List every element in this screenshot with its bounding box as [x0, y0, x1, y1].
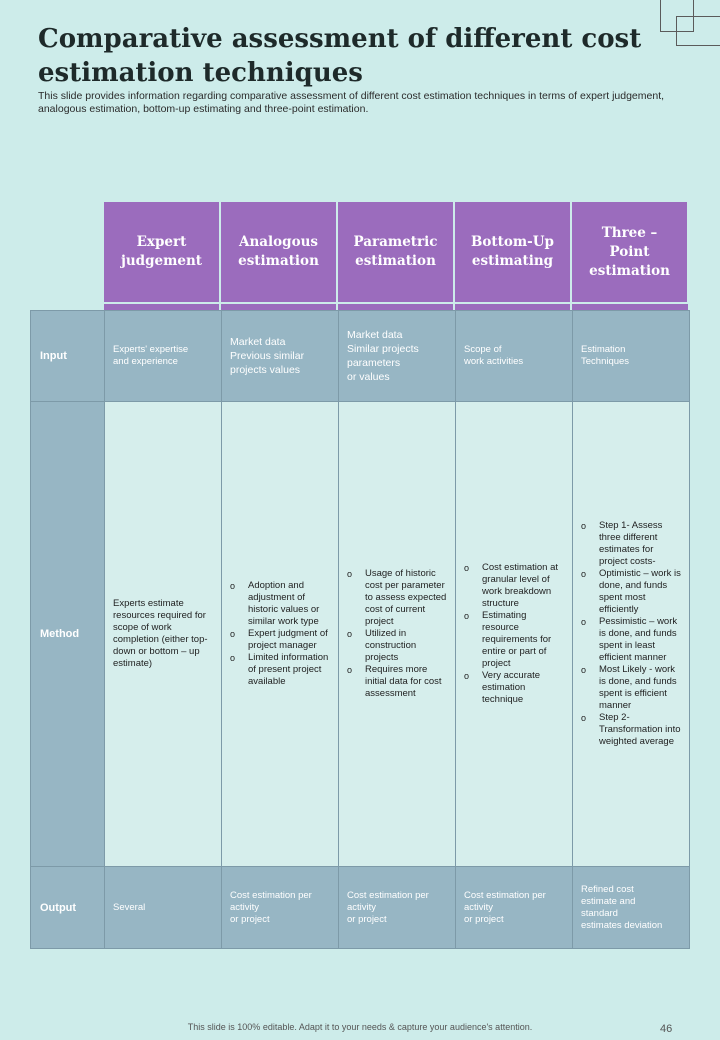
output-cell-bottom-up: Cost estimation per activity or project: [455, 866, 573, 949]
method-bullet: o Adoption and adjustment of historic values or similar work type: [230, 580, 330, 628]
column-header-three-point-estimation: Three – Point estimation: [572, 202, 687, 302]
input-cell-analogous: Market data Previous similar projects values: [221, 310, 339, 402]
output-cell-analogous: Cost estimation per activity or project: [221, 866, 339, 949]
column-header-parametric-estimation: Parametric estimation: [338, 202, 453, 302]
method-cell-parametric: [338, 401, 456, 867]
corner-decoration-frame-offset: [676, 16, 720, 46]
method-cell-three-point: [572, 401, 690, 867]
output-cell-parametric: Cost estimation per activity or project: [338, 866, 456, 949]
column-header-expert-judgement: Expert judgement: [104, 202, 219, 302]
footer-note: This slide is 100% editable. Adapt it to your needs & capture your audience's attention.: [187, 1022, 533, 1032]
method-bullet: o Requires more initial data for cost assessment: [347, 664, 447, 700]
column-header-bottom-up-estimating: Bottom-Up estimating: [455, 202, 570, 302]
column-header-analogous-estimation: Analogous estimation: [221, 202, 336, 302]
method-bullet: o Utilized in construction projects: [347, 628, 447, 664]
method-bullet: o Pessimistic – work is done, and funds spent in least efficient manner: [581, 616, 681, 664]
row-label-input: Input: [30, 310, 105, 402]
method-cell-analogous: [221, 401, 339, 867]
output-cell-expert: Several: [104, 866, 222, 949]
row-label-method: Method: [30, 401, 105, 867]
column-header-row: [104, 202, 690, 304]
input-cell-parametric: Market data Similar projects parameters or values: [338, 310, 456, 402]
row-label-output: Output: [30, 866, 105, 949]
method-bullet: o Cost estimation at granular level of work breakdown structure: [464, 562, 564, 610]
method-bullet: o Step 2- Transformation into weighted average: [581, 712, 681, 748]
method-cell-bottom-up: [455, 401, 573, 867]
method-bullet: o Estimating resource requirements for entire or part of project: [464, 610, 564, 670]
page-subtitle: This slide provides information regarding comparative assessment of different cost estimation techniques in terms of expert judgement, analogous estimation, bottom-up estimating and three-point estimation.: [38, 90, 665, 115]
input-cell-three-point: Estimation Techniques: [572, 310, 690, 402]
output-cell-three-point: Refined cost estimate and standard estimates deviation: [572, 866, 690, 949]
method-bullet: o Expert judgment of project manager: [230, 628, 330, 652]
method-bullet: o Limited information of present project available: [230, 652, 330, 688]
method-cell-expert: Experts estimate resources required for scope of work completion (either top- down or bottom – up estimate): [104, 401, 222, 867]
method-bullet: o Usage of historic cost per parameter to assess expected cost of current project: [347, 568, 447, 628]
method-bullet: o Step 1- Assess three different estimates for project costs-: [581, 520, 681, 568]
page-title: Comparative assessment of different cost estimation techniques: [38, 24, 642, 88]
method-bullet: o Very accurate estimation technique: [464, 670, 564, 706]
method-bullet: o Most Likely - work is done, and funds spent is efficient manner: [581, 664, 681, 712]
page-number: 46: [660, 1023, 673, 1035]
method-bullet: o Optimistic – work is done, and funds spent most efficiently: [581, 568, 681, 616]
input-cell-expert: Experts' expertise and experience: [104, 310, 222, 402]
input-cell-bottom-up: Scope of work activities: [455, 310, 573, 402]
